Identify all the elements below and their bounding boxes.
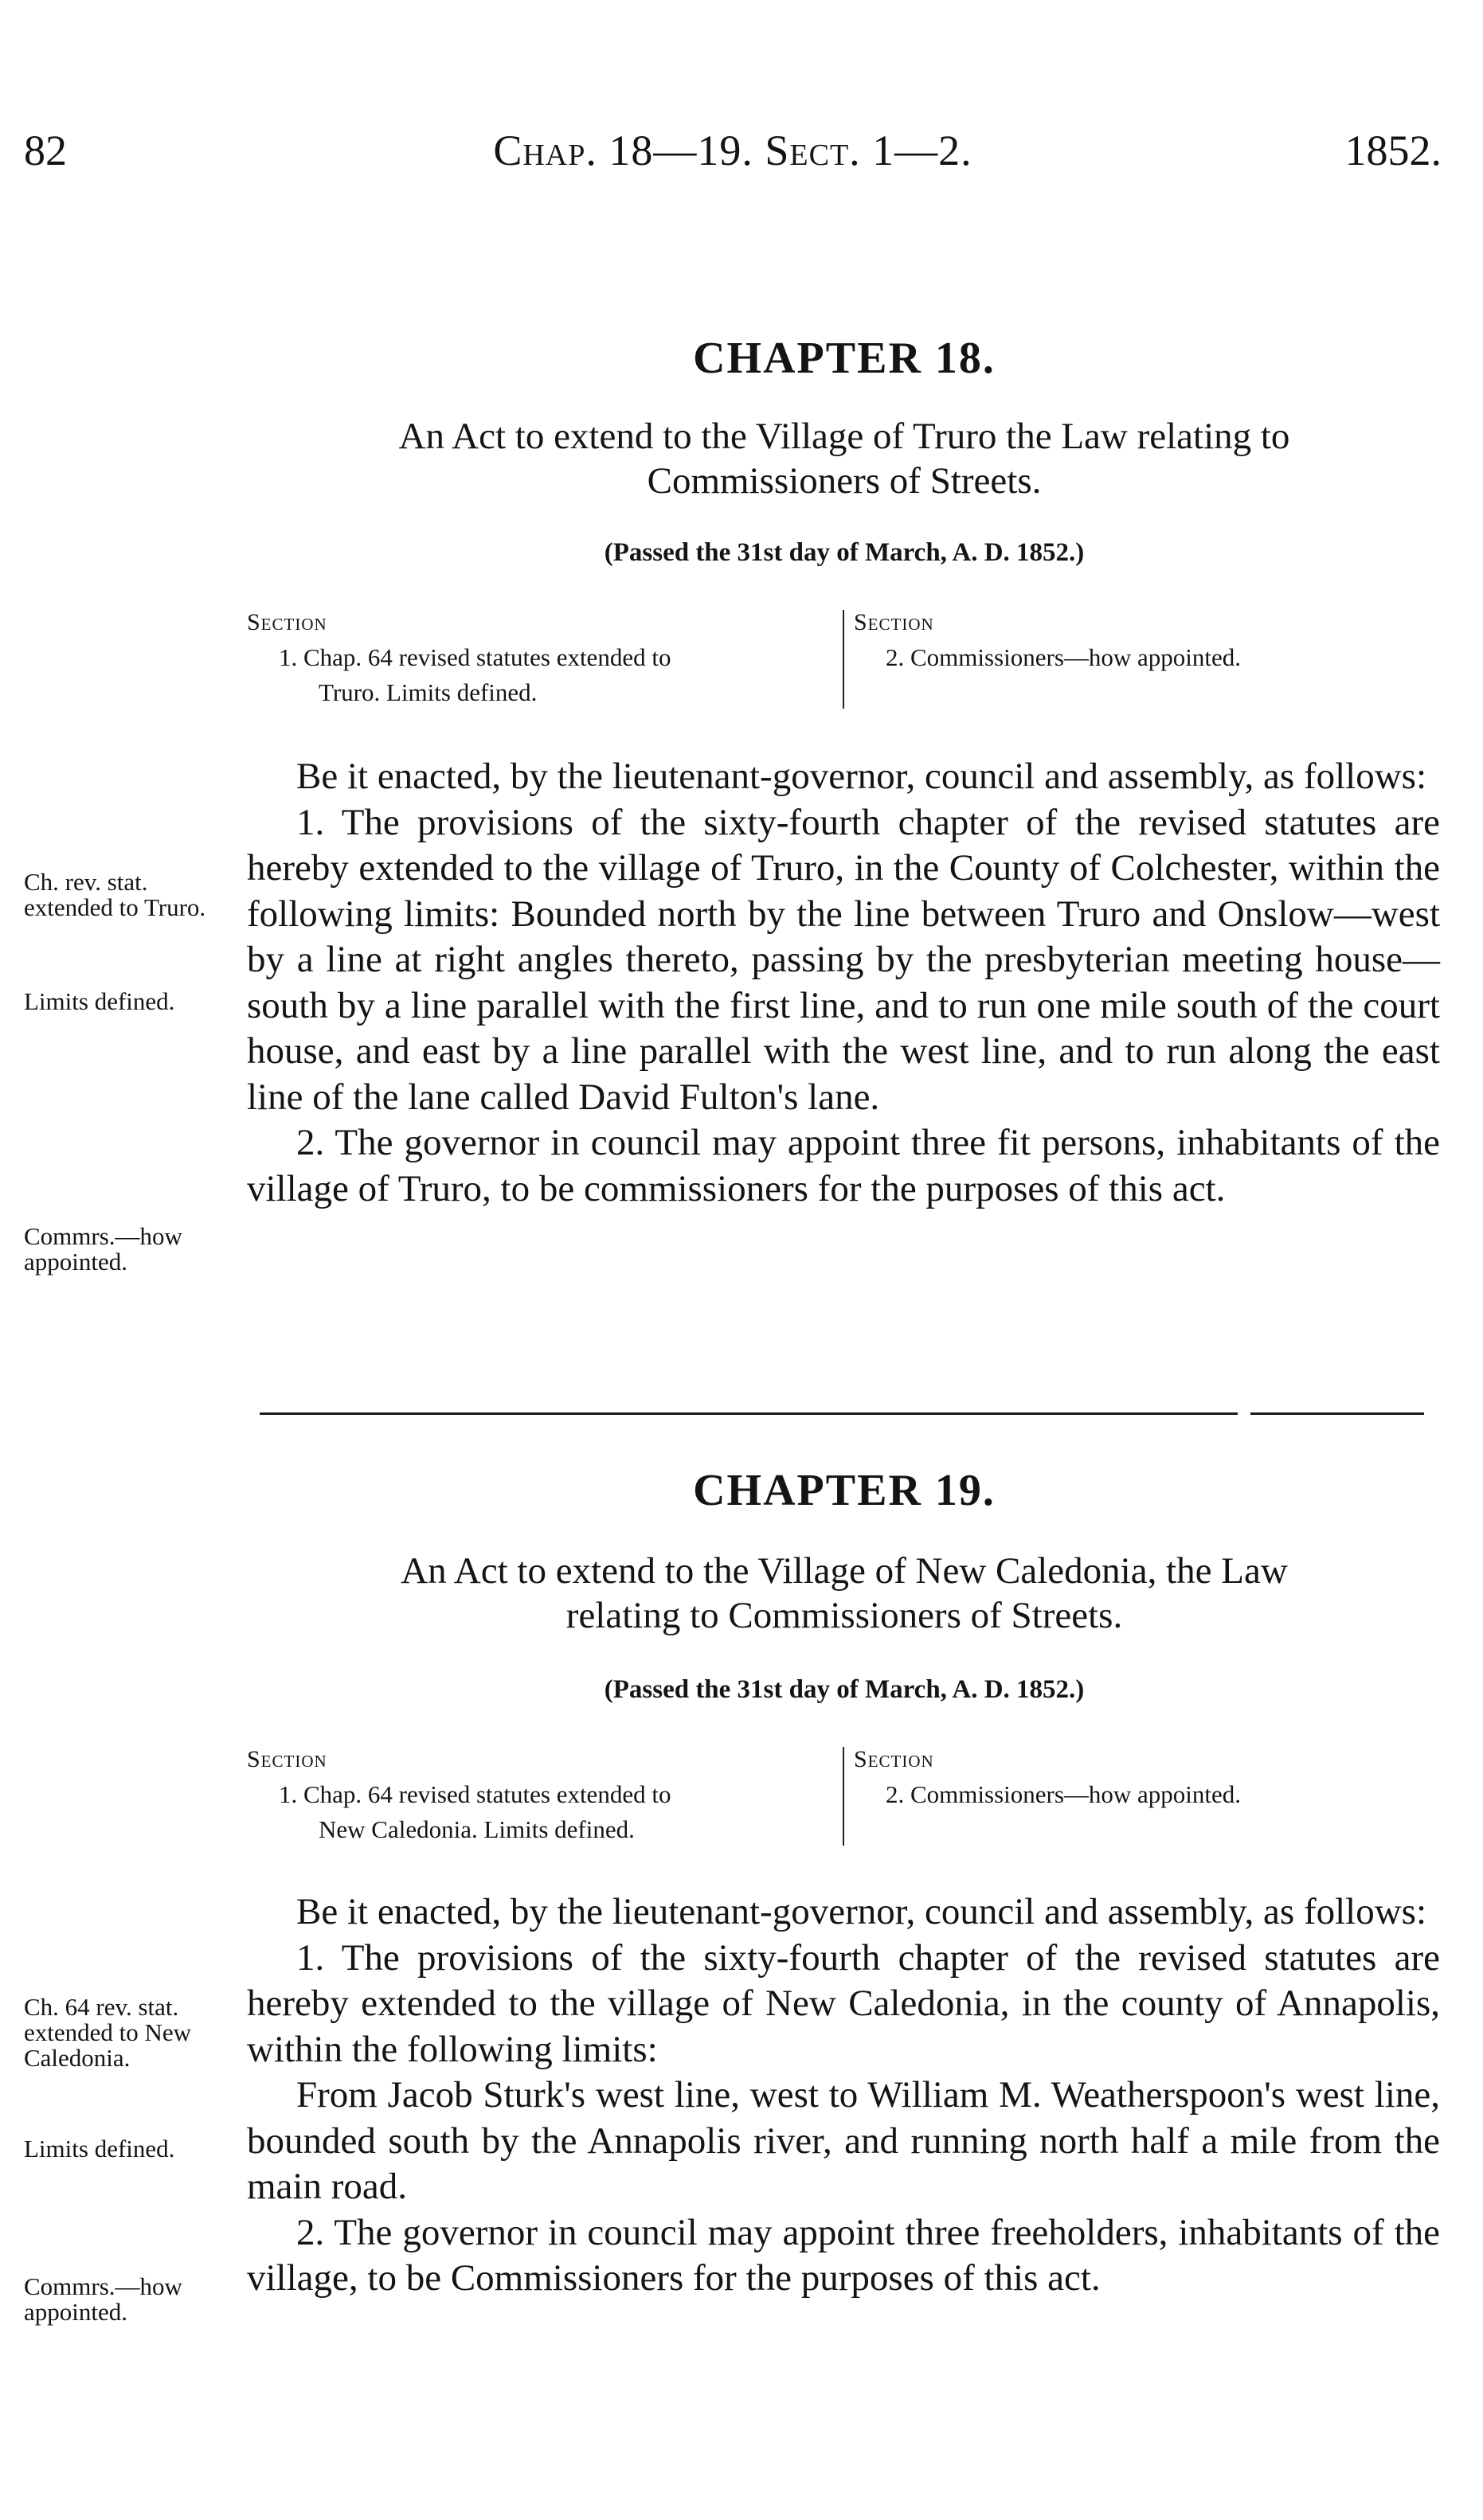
chapter-19-act-title (247, 1549, 1442, 1638)
chapter-18-act-title (247, 414, 1442, 503)
toc-section-label: Section (247, 1746, 327, 1772)
toc-item: 2. Commissioners—how appointed. (886, 643, 1242, 671)
margin-note: Commrs.—how appointed. (24, 1222, 182, 1276)
margin-note: Commrs.—how appointed. (24, 2272, 182, 2326)
toc-item (247, 1777, 827, 1847)
toc-divider (843, 610, 844, 709)
chapter-18-title: CHAPTER 18. (693, 334, 996, 383)
act-title-line: An Act to extend to the Village of Truro the Law relating to (398, 416, 1290, 457)
toc-right-column (854, 1742, 1435, 1812)
toc-right-column (854, 605, 1435, 675)
header-year: 1852. (1344, 127, 1442, 174)
running-title: Chap. 18—19. Sect. 1—2. (493, 127, 972, 174)
toc-item-line: 1. Chap. 64 revised statutes extended to (279, 1780, 671, 1808)
chapter-19-title: CHAPTER 19. (693, 1466, 996, 1515)
section-paragraph: 2. The governor in council may appoint three fit persons, inhabitants of the village of Truro, to be commissioners for the purposes of this act. (247, 1122, 1440, 1209)
chapter-19-passed-date: (Passed the 31st day of March, A. D. 1852.) (604, 1675, 1085, 1704)
toc-item (247, 640, 827, 710)
running-header (24, 126, 1442, 182)
toc-item: 2. Commissioners—how appointed. (886, 1780, 1242, 1808)
act-title-line: An Act to extend to the Village of New Caledonia, the Law (401, 1550, 1288, 1592)
section-paragraph: 2. The governor in council may appoint three freeholders, inhabitants of the village, to be Commissioners for the purposes of this act. (247, 2211, 1440, 2299)
section-paragraph: From Jacob Sturk's west line, west to William M. Weatherspoon's west line, bounded south by the Annapolis river, and running north half a mile from the main road. (247, 2074, 1440, 2207)
toc-item-line: 1. Chap. 64 revised statutes extended to (279, 643, 671, 671)
toc-section-label: Section (854, 1746, 934, 1772)
toc-left-column (247, 605, 827, 710)
chapter-separator-rule (1250, 1412, 1424, 1415)
toc-divider (843, 1747, 844, 1846)
act-title-line: relating to Commissioners of Streets. (565, 1595, 1123, 1636)
page-number: 82 (24, 127, 67, 174)
toc-item-line: Truro. Limits defined. (319, 678, 538, 706)
chapter-19-body (247, 1889, 1440, 2302)
margin-note: Limits defined. (24, 2135, 175, 2163)
margin-note: Limits defined. (24, 987, 175, 1015)
chapter-18-section-contents (247, 605, 1442, 717)
margin-note: Ch. rev. stat. extended to Truro. (24, 868, 206, 921)
chapter-19-section-contents (247, 1742, 1442, 1854)
enacting-clause: Be it enacted, by the lieutenant-governor, council and assembly, as follows: (296, 756, 1427, 797)
toc-section-label: Section (247, 609, 327, 635)
margin-note: Ch. 64 rev. stat. extended to New Caledonia. (24, 1993, 192, 2072)
chapter-18-body (247, 754, 1440, 1212)
chapter-separator-rule (260, 1412, 1238, 1415)
act-title-line: Commissioners of Streets. (647, 460, 1042, 502)
toc-section-label: Section (854, 609, 934, 635)
toc-item-line: New Caledonia. Limits defined. (319, 1815, 635, 1843)
section-paragraph: 1. The provisions of the sixty-fourth chapter of the revised statutes are hereby extended to the village of Truro, in the County of Colchester, within the following limits: Bounded north by the line between Truro and Onslow—west by a line at right angles thereto, passing by the presbyterian meeting house—south by a line parallel with the first line, and to run one mile south of the court house, and east by a line parallel with the west line, and to run along the east line of the lane called David Fulton's lane. (247, 801, 1440, 1118)
toc-left-column (247, 1742, 827, 1847)
section-paragraph: 1. The provisions of the sixty-fourth chapter of the revised statutes are hereby extended to the village of New Caledonia, in the county of Annapolis, within the following limits: (247, 1936, 1440, 2070)
chapter-18-passed-date: (Passed the 31st day of March, A. D. 1852.) (604, 538, 1085, 567)
enacting-clause: Be it enacted, by the lieutenant-governor, council and assembly, as follows: (296, 1891, 1427, 1932)
